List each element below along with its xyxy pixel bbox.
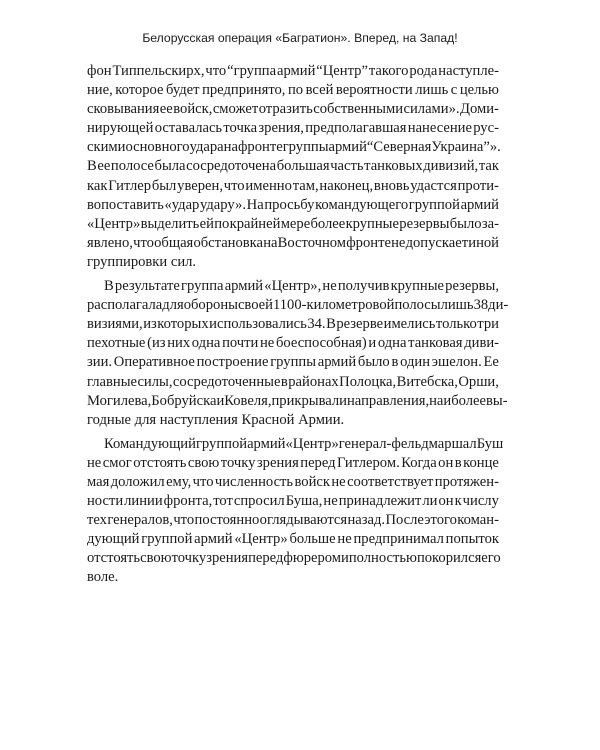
body-text bbox=[87, 62, 509, 588]
text-line: фон Типпельскирх, что “группа армий “Центр” такого рода наступле- bbox=[87, 63, 499, 79]
text-line: нирующей оставалась точка зрения, предполагавшая нанесение рус- bbox=[87, 120, 499, 137]
text-line: вопоставить «удар удару». На просьбу командующего группой армий bbox=[87, 196, 499, 213]
text-line: визиями, из которых использовались 34. В резерве имелись только три bbox=[87, 316, 499, 333]
text-line: отстоять свою точку зрения перед фюрером и полностью покорился его bbox=[87, 550, 501, 567]
text-line: В результате группа армий «Центр», не получив крупные резервы, bbox=[104, 278, 499, 295]
text-line: В ее полосе была сосредоточена большая часть танковых дивизий, так bbox=[87, 158, 499, 175]
text-line: как Гитлер был уверен, что именно там, наконец, вновь удастся проти- bbox=[87, 177, 499, 194]
text-line: «Центр» выделить ей по крайней мере более крупные резервы было за- bbox=[87, 215, 499, 232]
paragraph bbox=[87, 435, 504, 588]
paragraph bbox=[87, 62, 499, 272]
paragraph bbox=[87, 277, 509, 430]
text-line: сковывания ее войск, сможет отразить собственными силами». Доми- bbox=[87, 101, 499, 118]
text-line: тех генералов, что постоянно оглядываются назад. После этого коман- bbox=[87, 512, 499, 529]
text-line: группировки сил. bbox=[87, 253, 197, 270]
text-line: Могилева, Бобруйска и Ковеля, прикрывали направления, наиболее вы- bbox=[87, 392, 508, 409]
text-line: скими основного удара на фронте группы армий “Северная Украина”». bbox=[87, 139, 501, 156]
text-line: Командующий группой армий «Центр» генерал-фельдмаршал Буш bbox=[104, 435, 504, 452]
text-line: ние, которое будет предпринято, по всей вероятности лишь с целью bbox=[87, 82, 499, 99]
text-line: ности линии фронта, тот спросил Буша, не принадлежит ли он к числу bbox=[87, 493, 499, 510]
text-line: годные для наступления Красной Армии. bbox=[87, 411, 345, 428]
text-line: дующий группой армий «Центр» больше не предпринимал попыток bbox=[87, 531, 499, 548]
text-line: пехотные (из них одна почти не боеспособная) и одна танковая диви- bbox=[87, 335, 499, 352]
text-line: зии. Оперативное построение группы армий было в один эшелон. Ее bbox=[87, 354, 499, 371]
text-line: располагала для обороны своей 1100-километровой полосы лишь 38 ди- bbox=[87, 297, 509, 314]
text-line: явлено, что общая обстановка на Восточном фронте не допускает иной bbox=[87, 234, 499, 251]
text-line: воле. bbox=[87, 569, 119, 586]
running-header: Белорусская операция «Багратион». Вперед, на Запад! bbox=[142, 31, 458, 45]
text-line: не смог отстоять свою точку зрения перед Гитлером. Когда он в конце bbox=[87, 454, 499, 471]
text-line: главные силы, сосредоточенные в районах Полоцка, Витебска, Орши, bbox=[87, 373, 499, 390]
text-line: мая доложил ему, что численность войск не соответствует протяжен- bbox=[87, 473, 499, 490]
